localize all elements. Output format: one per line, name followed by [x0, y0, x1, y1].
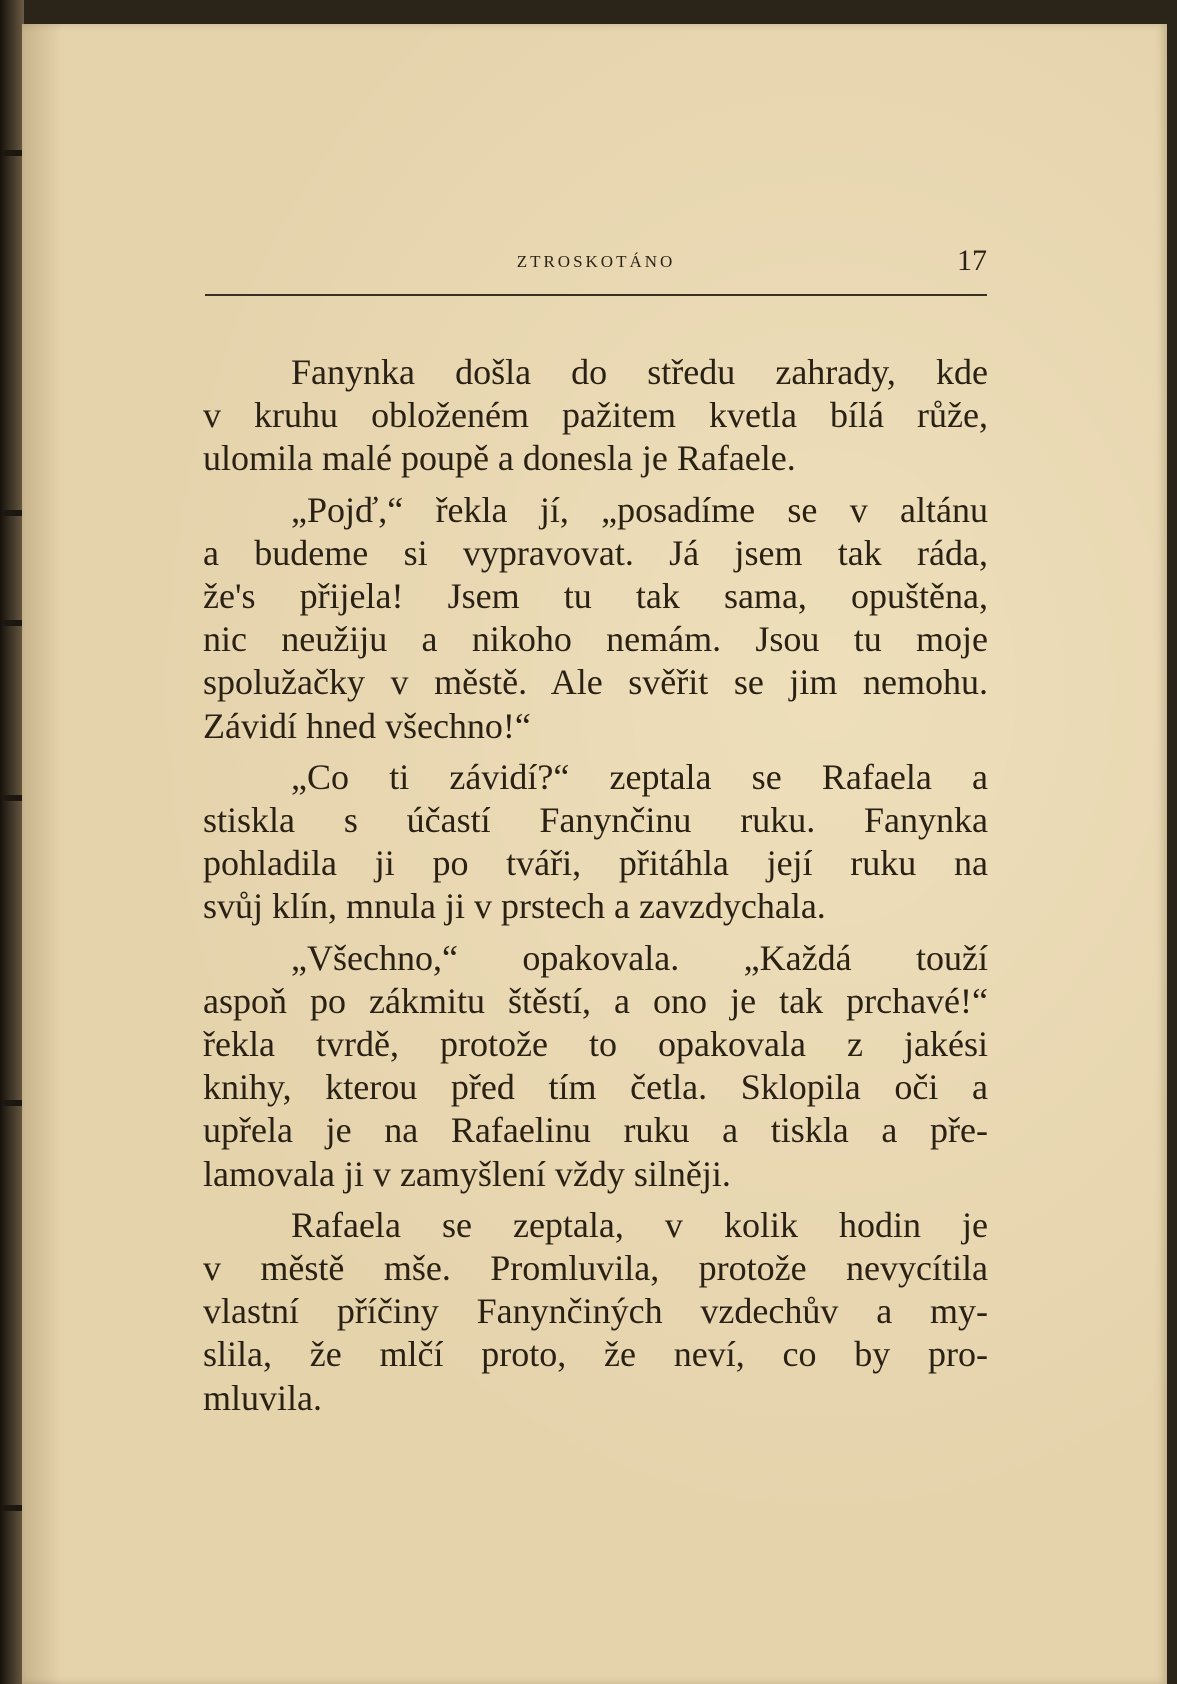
text-line: pohladila ji po tváři, přitáhla její ruku na	[203, 843, 988, 884]
paragraph	[203, 756, 988, 929]
text-line: vlastní příčiny Fanynčiných vzdechův a my-	[203, 1291, 988, 1332]
binding-stitch	[2, 510, 24, 516]
text-line: že's přijela! Jsem tu tak sama, opuštěna,	[203, 576, 988, 617]
binding-stitch	[2, 150, 24, 156]
text-line: a budeme si vypravovat. Já jsem tak ráda,	[203, 532, 988, 573]
binding-stitch	[2, 795, 24, 801]
book-binding-edge	[0, 0, 24, 1684]
binding-stitch	[2, 620, 24, 626]
text-line: mluvila.	[203, 1377, 322, 1418]
text-line: svůj klín, mnula ji v prstech a zavzdychala.	[203, 886, 826, 927]
paragraph	[203, 489, 988, 748]
text-line: v městě mše. Promluvila, protože nevycítila	[203, 1248, 988, 1289]
text-line: nic neužiju a nikoho nemám. Jsou tu moje	[203, 619, 988, 660]
binding-stitch	[2, 1100, 24, 1106]
text-line: Rafaela se zeptala, v kolik hodin je	[291, 1204, 988, 1245]
running-title: ZTROSKOTÁNO	[516, 252, 676, 271]
header-rule	[205, 294, 987, 296]
text-line: lamovala ji v zamyšlení vždy silněji.	[203, 1153, 731, 1194]
text-line: stiskla s účastí Fanynčinu ruku. Fanynka	[203, 800, 988, 841]
text-line: řekla tvrdě, protože to opakovala z jakési	[203, 1024, 988, 1065]
paragraph	[203, 1204, 988, 1420]
text-line: slila, že mlčí proto, že neví, co by pro-	[203, 1334, 988, 1375]
text-line: ulomila malé poupě a donesla je Rafaele.	[203, 438, 796, 479]
page-header	[205, 244, 987, 278]
text-line: Fanynka došla do středu zahrady, kde	[291, 352, 988, 392]
binding-stitch	[2, 1505, 24, 1511]
text-line: aspoň po zákmitu štěstí, a ono je tak prchavé!“	[203, 980, 988, 1021]
page-number: 17	[957, 244, 987, 277]
text-line: upřela je na Rafaelinu ruku a tiskla a pře-	[203, 1110, 988, 1151]
text-line: v kruhu obloženém pažitem kvetla bílá růže,	[203, 395, 988, 436]
body-text	[203, 351, 988, 1428]
paragraph	[203, 937, 988, 1196]
paragraph	[203, 351, 988, 481]
text-line: „Co ti závidí?“ zeptala se Rafaela a	[291, 756, 988, 797]
text-line: Závidí hned všechno!“	[203, 705, 531, 746]
text-line: knihy, kterou před tím četla. Sklopila oči a	[203, 1067, 988, 1108]
text-line: „Všechno,“ opakovala. „Každá touží	[291, 937, 988, 978]
text-line: spolužačky v městě. Ale svěřit se jim nemohu.	[203, 662, 988, 703]
text-line: „Pojď,“ řekla jí, „posadíme se v altánu	[291, 489, 988, 530]
